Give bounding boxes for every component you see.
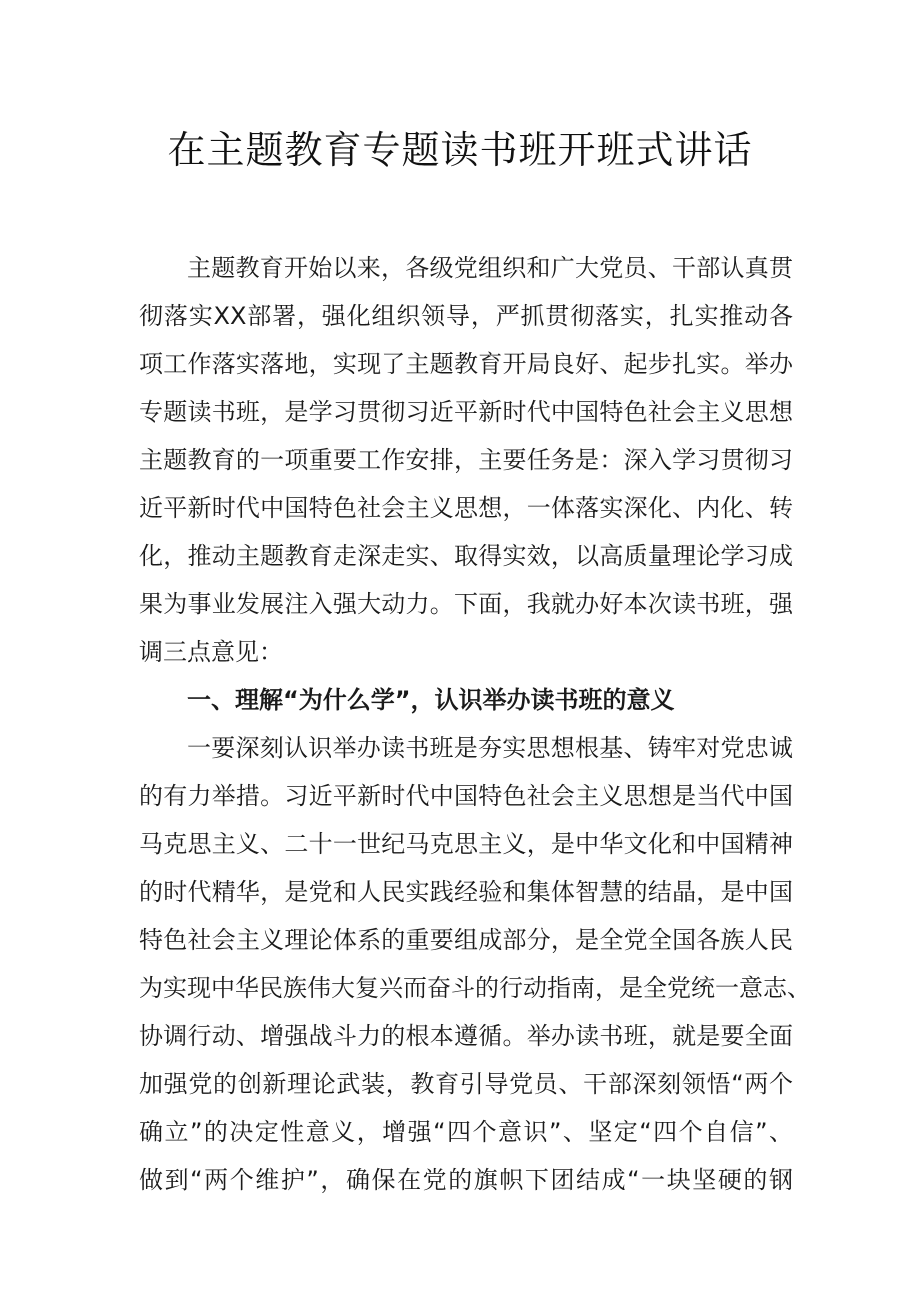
paragraph-line: 调三点意见： xyxy=(139,638,283,666)
paragraph-line: 协调行动、增强战斗力的根本遵循。举办读书班，就是要全面 xyxy=(139,1022,793,1050)
paragraph-line: 一要深刻认识举办读书班是夯实思想根基、铸牢对党忠诚 xyxy=(187,734,793,762)
paragraph-line: 马克思主义、二十一世纪马克思主义，是中华文化和中国精神 xyxy=(139,830,793,858)
paragraph-line: 专题读书班，是学习贯彻习近平新时代中国特色社会主义思想 xyxy=(139,398,793,426)
document-title: 在主题教育专题读书班开班式讲话 xyxy=(167,128,753,172)
paragraph-line: 主题教育的一项重要工作安排，主要任务是：深入学习贯彻习 xyxy=(139,446,793,474)
paragraph-line: 的时代精华，是党和人民实践经验和集体智慧的结晶，是中国 xyxy=(139,878,793,906)
paragraph-line: 确立”的决定性意义，增强“四个意识”、坚定“四个自信”、 xyxy=(139,1118,793,1146)
paragraph-line: 彻落实XX部署，强化组织领导，严抓贯彻落实，扎实推动各 xyxy=(139,302,793,330)
paragraph-line: 果为事业发展注入强大动力。下面，我就办好本次读书班，强 xyxy=(139,590,793,618)
paragraph-line: 项工作落实落地，实现了主题教育开局良好、起步扎实。举办 xyxy=(139,350,793,378)
paragraph-line: 做到“两个维护”，确保在党的旗帜下团结成“一块坚硬的钢 xyxy=(139,1166,793,1194)
paragraph-line: 加强党的创新理论武装，教育引导党员、干部深刻领悟“两个 xyxy=(139,1070,793,1098)
paragraph-line: 近平新时代中国特色社会主义思想，一体落实深化、内化、转 xyxy=(139,494,793,522)
paragraph-line: 主题教育开始以来，各级党组织和广大党员、干部认真贯 xyxy=(187,254,793,282)
paragraph-line: 的有力举措。习近平新时代中国特色社会主义思想是当代中国 xyxy=(139,782,793,810)
paragraph-line: 化，推动主题教育走深走实、取得实效，以高质量理论学习成 xyxy=(139,542,793,570)
paragraph-line: 为实现中华民族伟大复兴而奋斗的行动指南，是全党统一意志、 xyxy=(139,974,811,1002)
section-heading: 一、理解“为什么学”，认识举办读书班的意义 xyxy=(187,686,675,714)
paragraph-line: 特色社会主义理论体系的重要组成部分，是全党全国各族人民 xyxy=(139,926,793,954)
